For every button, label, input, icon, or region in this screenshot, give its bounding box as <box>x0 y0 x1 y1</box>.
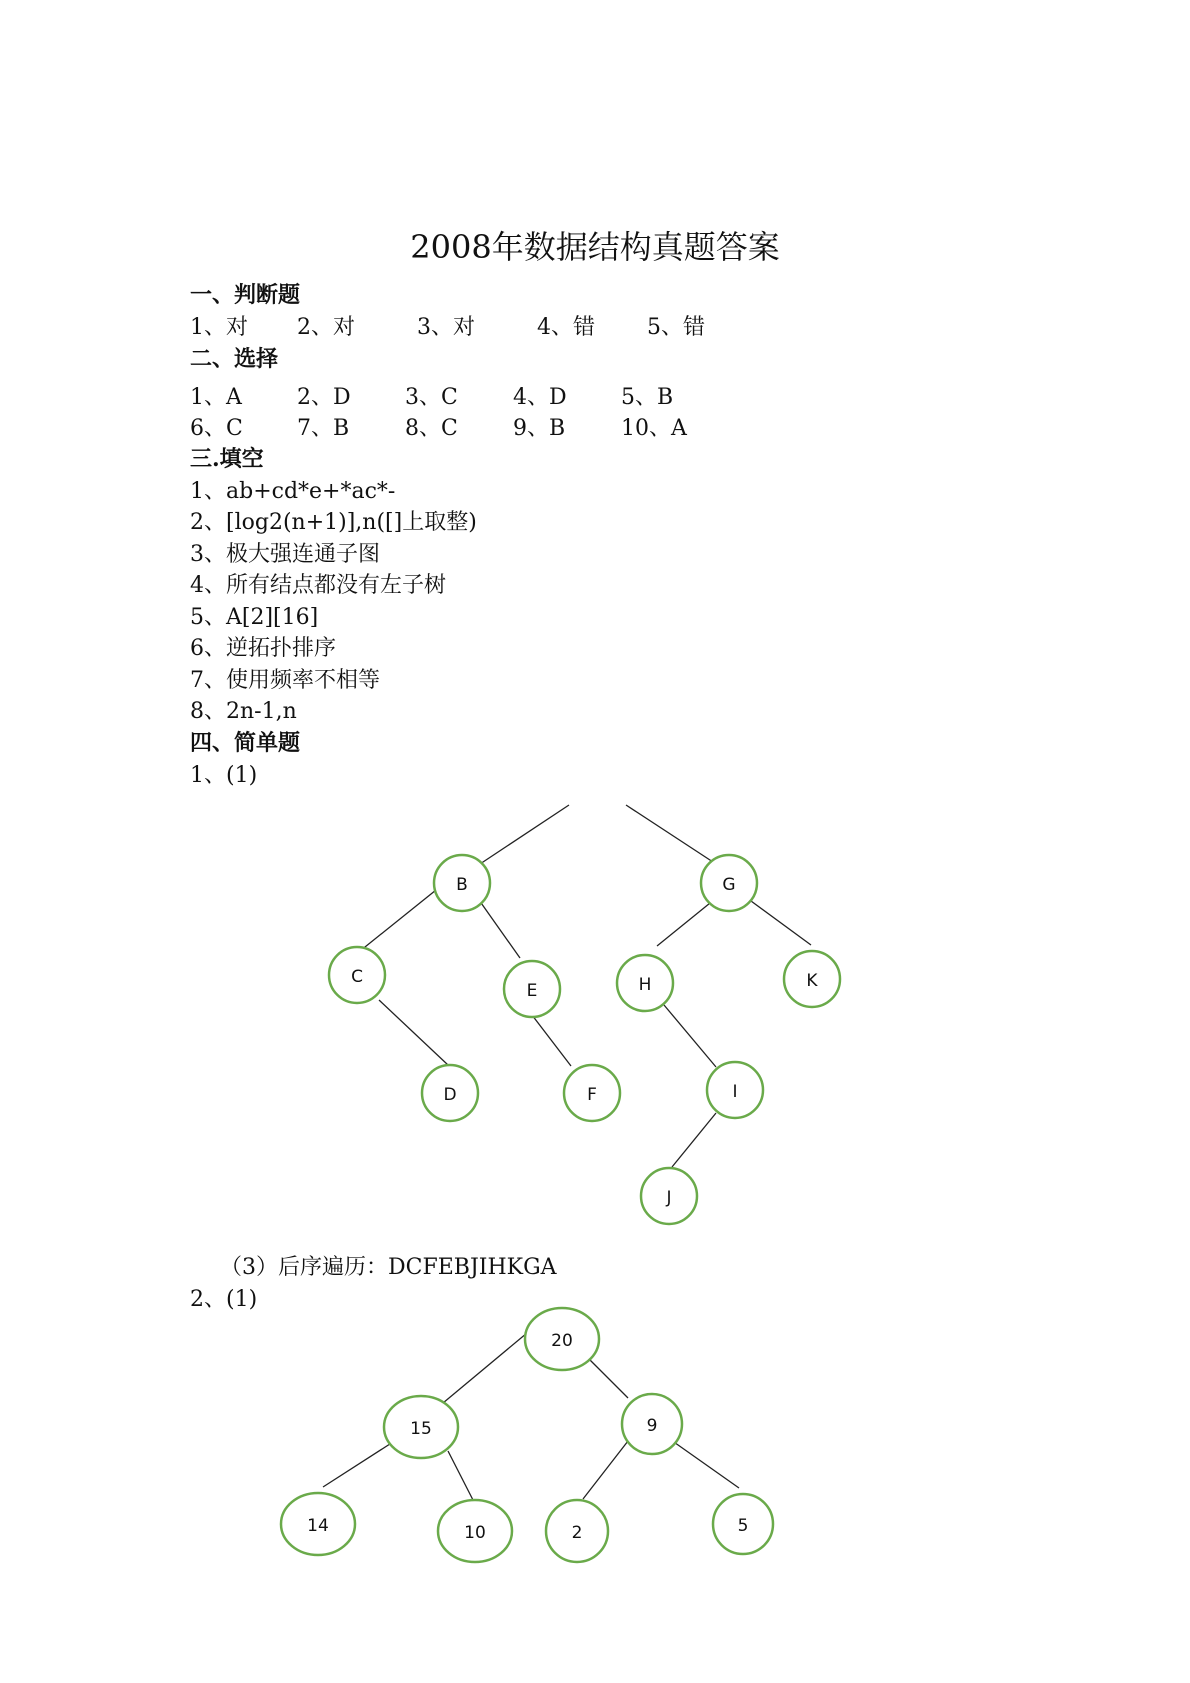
tree-node <box>622 1394 682 1454</box>
edge <box>664 1005 716 1067</box>
edge <box>479 900 520 958</box>
tree-node-label: E <box>526 981 538 1001</box>
choice-answer: 3、C <box>405 385 458 410</box>
edge <box>379 1000 448 1065</box>
tree-node-label: 5 <box>737 1516 749 1536</box>
section-heading-judgment: 一、判断题 <box>190 282 301 308</box>
fill-answer: 6、逆拓扑排序 <box>190 636 336 661</box>
edge <box>448 1451 473 1500</box>
choice-answer: 5、B <box>621 385 674 410</box>
tree-2-nodes <box>281 1308 773 1562</box>
edge <box>671 1440 739 1488</box>
edge <box>657 899 715 946</box>
tree-node <box>784 951 840 1007</box>
tree-node <box>504 961 560 1017</box>
choice-answer: 9、B <box>513 416 566 441</box>
section-heading-fill: 三.填空 <box>190 446 264 472</box>
tree-node <box>384 1396 458 1458</box>
edge <box>323 1442 393 1487</box>
choice-answer: 10、A <box>621 416 687 441</box>
fill-answer: 4、所有结点都没有左子树 <box>190 573 446 598</box>
fill-answer: 7、使用频率不相等 <box>190 668 380 693</box>
question-1-label: 1、(1) <box>190 763 258 788</box>
tree-node <box>525 1308 599 1370</box>
tree-node <box>281 1493 355 1555</box>
tree-node-label: F <box>587 1085 597 1105</box>
tree-node-label: I <box>732 1082 738 1102</box>
tree-node-label: 9 <box>646 1416 658 1436</box>
tree-node-label: 20 <box>551 1331 573 1351</box>
edge <box>588 1358 628 1398</box>
page-title: 2008年数据结构真题答案 <box>410 228 780 266</box>
tree-node <box>701 855 757 911</box>
judgment-answer: 2、对 <box>297 315 355 340</box>
tree-node-label: H <box>638 975 652 995</box>
tree-node <box>438 1500 512 1562</box>
fill-answer: 8、2n-1,n <box>190 699 297 724</box>
edge <box>480 805 569 864</box>
tree-node-label: C <box>351 967 363 987</box>
tree-node <box>617 955 673 1011</box>
edge <box>532 1015 571 1066</box>
choice-answer: 1、A <box>190 385 242 410</box>
edge <box>360 886 441 951</box>
fill-answer: 1、ab+cd*e+*ac*- <box>190 479 396 504</box>
edge <box>626 805 713 862</box>
fill-answer: 3、极大强连通子图 <box>190 542 380 567</box>
section-heading-choice: 二、选择 <box>190 346 279 372</box>
tree-node <box>434 855 490 911</box>
tree-node-label: B <box>456 875 468 895</box>
judgment-answer: 1、对 <box>190 315 248 340</box>
postorder-result: （3）后序遍历：DCFEBJIHKGA <box>220 1255 557 1280</box>
tree-node <box>422 1065 478 1121</box>
tree-node-label: 10 <box>464 1523 486 1543</box>
tree-node <box>564 1065 620 1121</box>
choice-answer: 6、C <box>190 416 243 441</box>
tree-node-label: G <box>722 875 736 895</box>
tree-node-label: 2 <box>571 1523 583 1543</box>
tree-node <box>713 1494 773 1554</box>
edge <box>443 1333 527 1403</box>
section-heading-short: 四、简单题 <box>190 730 301 756</box>
judgment-answer: 4、错 <box>537 315 595 340</box>
edge <box>751 901 811 945</box>
choice-answer: 7、B <box>297 416 350 441</box>
fill-answer: 5、A[2][16] <box>190 605 319 630</box>
choice-answer: 8、C <box>405 416 458 441</box>
question-2-label: 2、(1) <box>190 1287 258 1312</box>
judgment-answer: 3、对 <box>417 315 475 340</box>
tree-node-label: K <box>806 971 818 991</box>
tree-node-label: 14 <box>307 1516 329 1536</box>
tree-node <box>641 1168 697 1224</box>
tree-node <box>707 1062 763 1118</box>
tree-node <box>329 947 385 1003</box>
judgment-answer: 5、错 <box>647 315 705 340</box>
tree-node <box>546 1500 608 1562</box>
choice-answer: 4、D <box>513 385 567 410</box>
tree-node-label: 15 <box>410 1419 432 1439</box>
edge <box>583 1441 628 1499</box>
tree-node-label: J <box>666 1188 672 1208</box>
choice-answer: 2、D <box>297 385 351 410</box>
edge <box>672 1113 716 1167</box>
fill-answer: 2、[log2(n+1)],n([]上取整) <box>190 510 477 535</box>
tree-node-label: D <box>443 1085 457 1105</box>
